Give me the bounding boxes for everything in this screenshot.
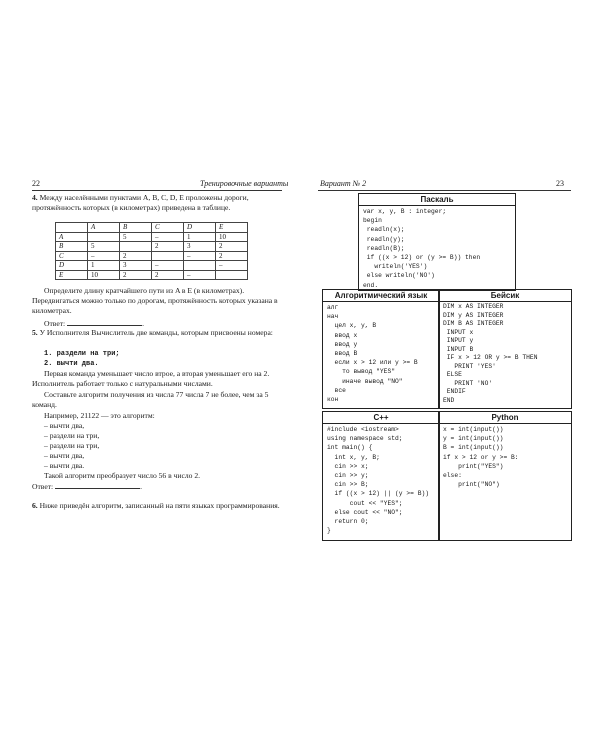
answer-field[interactable] — [55, 481, 140, 489]
answer-field[interactable] — [67, 318, 142, 326]
task5-text2: Составьте алгоритм получения из числа 77 числа 7 не более, чем за 5 команд. — [32, 390, 269, 410]
task5-step: – вычти два, — [44, 451, 85, 460]
algo-title: Алгоритмический язык — [323, 290, 439, 302]
table-cell: 2 — [152, 270, 184, 280]
table-cell: 1 — [88, 261, 120, 271]
cpp-title: C++ — [323, 412, 439, 424]
table-cell: 2 — [120, 270, 152, 280]
task5-step: – вычти два. — [44, 461, 85, 470]
table-cell: – — [152, 232, 184, 242]
table-row — [56, 232, 248, 242]
task5-cmd2: 2. вычти два. — [44, 360, 99, 368]
table-cell: C — [56, 251, 88, 261]
header-rule — [318, 190, 571, 191]
algo-code: алг нач цел x, y, B ввод x ввод y ввод B если x > 12 или y >= B то вывод "YES" иначе вывод "NO" все кон — [327, 304, 418, 404]
task5-step: – вычти два, — [44, 421, 85, 430]
table-cell: 3 — [120, 261, 152, 271]
task4-text: 4. Между населёнными пунктами A, B, C, D, E проложены дороги, протяжённость которых (в километрах) приведена в таблице. — [32, 193, 249, 213]
table-cell: 5 — [120, 232, 152, 242]
table-cell: D — [184, 223, 216, 233]
table-cell: C — [152, 223, 184, 233]
table-cell: D — [56, 261, 88, 271]
table-cell: 10 — [88, 270, 120, 280]
task5-intro: 5. У Исполнителя Вычислитель две команды, которым присвоены номера: — [32, 328, 273, 337]
table-cell: 1 — [184, 232, 216, 242]
table-cell — [216, 270, 248, 280]
cpp-block — [322, 411, 440, 541]
table-cell: 3 — [184, 242, 216, 252]
table-row — [56, 270, 248, 280]
table-cell — [152, 251, 184, 261]
page-number: 23 — [556, 179, 564, 188]
pascal-title: Паскаль — [359, 194, 515, 206]
task5-result: Такой алгоритм преобразует число 56 в число 2. — [44, 471, 201, 480]
table-cell — [120, 242, 152, 252]
table-cell: – — [184, 270, 216, 280]
task4-question: Определите длину кратчайшего пути из A в E (в километрах). Передвигаться можно только по дорогам, протяжённость которых указана в километрах. — [32, 286, 278, 316]
table-cell: 2 — [152, 242, 184, 252]
table-cell: B — [56, 242, 88, 252]
table-cell: – — [152, 261, 184, 271]
task6-text: 6. Ниже приведён алгоритм, записанный на пяти языках программирования. — [32, 501, 280, 510]
task5-step: – раздели на три, — [44, 431, 100, 440]
algo-block — [322, 289, 440, 409]
task4-answer: Ответ: . — [44, 319, 144, 328]
right-page — [300, 0, 600, 750]
table-cell — [56, 223, 88, 233]
table-cell: E — [216, 223, 248, 233]
task5-answer: Ответ: . — [32, 482, 142, 491]
python-title: Python — [439, 412, 571, 424]
task5-example: Например, 21122 — это алгоритм: — [44, 411, 155, 420]
distance-table — [55, 222, 248, 280]
table-cell: – — [88, 251, 120, 261]
page-number: 22 — [32, 179, 40, 188]
task5-step: – раздели на три, — [44, 441, 100, 450]
table-cell: A — [88, 223, 120, 233]
table-cell: 2 — [216, 242, 248, 252]
table-cell: A — [56, 232, 88, 242]
table-cell: – — [184, 251, 216, 261]
basic-title: Бейсик — [439, 290, 571, 302]
table-cell: – — [216, 261, 248, 271]
python-code: x = int(input()) y = int(input()) B = int(input()) if x > 12 or y >= B: print("YES") else: print("NO") — [443, 426, 519, 489]
table-cell: 10 — [216, 232, 248, 242]
running-title: Вариант № 2 — [320, 179, 367, 188]
table-row — [56, 251, 248, 261]
table-cell: 2 — [120, 251, 152, 261]
table-cell: 5 — [88, 242, 120, 252]
table-row — [56, 242, 248, 252]
pascal-code: var x, y, B : integer; begin readln(x); readln(y); readln(B); if ((x > 12) or (y >= B)) then writeln('YES') else writeln('NO') end. — [363, 208, 481, 289]
pascal-block — [358, 193, 516, 291]
table-header-row — [56, 223, 248, 233]
table-cell: B — [120, 223, 152, 233]
basic-block — [438, 289, 572, 409]
table-cell — [88, 232, 120, 242]
table-cell — [184, 261, 216, 271]
task5-cmd1: 1. раздели на три; — [44, 350, 120, 358]
table-cell: E — [56, 270, 88, 280]
running-title: Тренировочные варианты — [200, 179, 289, 188]
task5-text1: Первая команда уменьшает число втрое, а вторая уменьшает его на 2. Исполнитель работает только с натуральными числами. — [32, 369, 270, 389]
table-row — [56, 261, 248, 271]
python-block — [438, 411, 572, 541]
cpp-code: #include <iostream> using namespace std; int main() { int x, y, B; cin >> x; cin >> y; cin >> B; if ((x > 12) || (y >= B)) cout << "YES"; else cout << "NO"; return 0; } — [327, 426, 430, 535]
basic-code: DIM x AS INTEGER DIM y AS INTEGER DIM B AS INTEGER INPUT x INPUT y INPUT B IF x > 12 OR y >= B THEN PRINT 'YES' ELSE PRINT 'NO' ENDIF END — [443, 303, 538, 404]
table-cell: 2 — [216, 251, 248, 261]
header-rule — [32, 190, 282, 191]
